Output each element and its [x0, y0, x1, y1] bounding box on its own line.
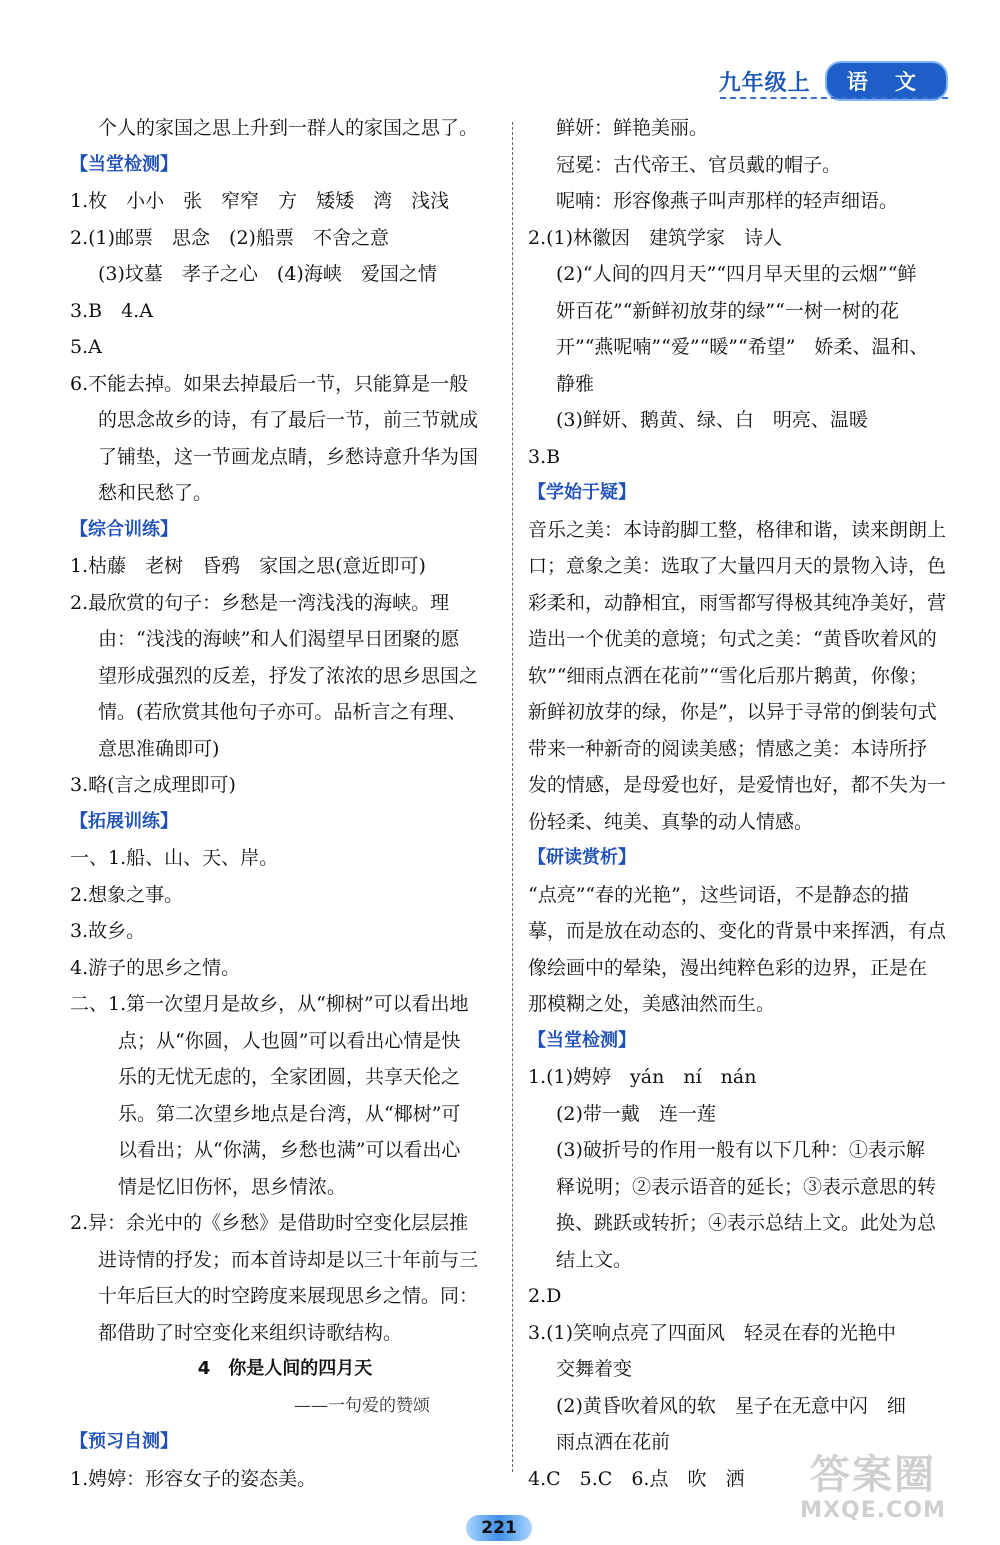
lesson-subtitle: ——一句爱的赞颂 — [294, 1395, 430, 1416]
text-line: 6.不能去掉。如果去掉最后一节，只能算是一般 — [70, 372, 469, 395]
text-line: 那模糊之处，美感油然而生。 — [528, 993, 776, 1015]
text-line: 4.游子的思乡之情。 — [70, 956, 241, 979]
text-line: 1.枚 小小 张 窄窄 方 矮矮 湾 浅浅 — [70, 190, 450, 212]
text-line: 鲜妍：鲜艳美丽。 — [556, 117, 709, 139]
text-line: 3.故乡。 — [70, 920, 146, 942]
column-divider — [512, 122, 513, 1472]
text-line: 软”“细雨点洒在花前”“雪化后那片鹅黄，你像； — [528, 664, 928, 687]
section-heading: 【学始于疑】 — [528, 482, 636, 503]
text-line: 呢喃：形容像燕子叫声那样的轻声细语。 — [556, 190, 899, 212]
text-line: 2.最欣赏的句子：乡愁是一湾浅浅的海峡。理 — [70, 591, 450, 614]
text-line: 由：“浅浅的海峡”和人们渴望早日团聚的愿 — [98, 628, 460, 650]
text-line: 2.D — [528, 1285, 562, 1307]
text-line: 进诗情的抒发；而本首诗却是以三十年前与三 — [98, 1248, 479, 1271]
text-line: 2.异：余光中的《乡愁》是借助时空变化层层推 — [70, 1212, 469, 1234]
text-line: 1.(1)娉婷 yán ní nán — [528, 1066, 757, 1088]
section-heading: 【当堂检测】 — [70, 153, 178, 175]
section-heading: 【拓展训练】 — [70, 810, 178, 832]
text-line: 3.(1)笑响点亮了四面风 轻灵在春的光艳中 — [528, 1321, 897, 1344]
text-line: 像绘画中的晕染，漫出纯粹色彩的边界，正是在 — [528, 956, 928, 979]
section-heading: 【当堂检测】 — [528, 1029, 636, 1051]
watermark-top: 答案圈 — [810, 1452, 936, 1498]
text-line: (2)带一戴 连一莲 — [556, 1102, 716, 1125]
text-line: 新鲜初放芽的绿，你是”，以异于寻常的倒装句式 — [528, 701, 937, 723]
watermark-bottom: MXQE.COM — [800, 1498, 946, 1523]
text-line: 口；意象之美：选取了大量四月天的景物入诗，色 — [528, 555, 947, 577]
text-line: 冠冕：古代帝王、官员戴的帽子。 — [556, 153, 842, 176]
text-line: 1.娉婷：形容女子的姿态美。 — [70, 1467, 317, 1490]
text-line: 摹，而是放在动态的、变化的背景中来挥洒，有点 — [528, 920, 947, 942]
section-heading: 【研读赏析】 — [528, 847, 636, 868]
text-line: 换、跳跃或转折；④表示总结上文。此处为总 — [556, 1212, 937, 1234]
text-line: 个人的家国之思上升到一群人的家国之思了。 — [98, 117, 479, 139]
text-line: 2.想象之事。 — [70, 883, 184, 906]
text-line: 份轻柔、纯美、真挚的动人情感。 — [528, 810, 814, 833]
text-line: 带来一种新奇的阅读美感；情感之美：本诗所抒 — [528, 737, 928, 760]
text-line: 乐的无忧无虑的，全家团圆，共享天伦之 — [118, 1066, 461, 1088]
text-line: (2)“人间的四月天”“四月早天里的云烟”“鲜 — [556, 263, 917, 285]
section-heading: 【综合训练】 — [70, 518, 178, 540]
header-rule — [720, 97, 948, 99]
left-column — [70, 110, 500, 1497]
text-line: (3)鲜妍、鹅黄、绿、白 明亮、温暖 — [556, 409, 868, 431]
text-line: 乐。第二次望乡地点是台湾，从“椰树”可 — [118, 1102, 461, 1125]
text-line: 愁和民愁了。 — [98, 482, 213, 504]
text-line: 2.(1)林徽因 建筑学家 诗人 — [528, 226, 783, 249]
text-line: 释说明；②表示语音的延长；③表示意思的转 — [556, 1175, 937, 1198]
text-line: 情。(若欣赏其他句子亦可。品析言之有理、 — [98, 701, 467, 723]
text-line: 都借助了时空变化来组织诗歌结构。 — [98, 1321, 403, 1344]
text-line: 的思念故乡的诗，有了最后一节，前三节就成 — [98, 409, 479, 431]
page-number: 221 — [466, 1515, 532, 1541]
text-line: 情是忆旧伤怀，思乡情浓。 — [118, 1175, 347, 1198]
text-line: 点；从“你圆，人也圆”可以看出心情是快 — [118, 1029, 461, 1052]
text-line: 望形成强烈的反差，抒发了浓浓的思乡思国之 — [98, 664, 479, 687]
text-line: 静雅 — [556, 372, 595, 395]
text-line: 十年后巨大的时空跨度来展现思乡之情。同： — [98, 1285, 479, 1307]
text-line: 发的情感，是母爱也好，是爱情也好，都不失为一 — [528, 774, 947, 796]
text-line: 4.C 5.C 6.点 吹 洒 — [528, 1467, 745, 1490]
text-line: “点亮”“春的光艳”，这些词语，不是静态的描 — [528, 883, 909, 906]
text-line: 彩柔和，动静相宜，雨雪都写得极其纯净美好，营 — [528, 591, 947, 614]
text-line: 2.(1)邮票 思念 (2)船票 不舍之意 — [70, 226, 389, 249]
section-heading: 【预习自测】 — [70, 1431, 178, 1452]
text-line: (3)坟墓 孝子之心 (4)海峡 爱国之情 — [98, 263, 437, 285]
text-line: 5.A — [70, 336, 102, 358]
text-line: 结上文。 — [556, 1248, 633, 1271]
text-line: 3.B 4.A — [70, 299, 153, 322]
text-line: 以看出；从“你满，乡愁也满”可以看出心 — [118, 1139, 461, 1161]
watermark-logo — [778, 1452, 968, 1532]
text-line: 了铺垫，这一节画龙点睛，乡愁诗意升华为国 — [98, 445, 479, 468]
text-line: 3.B — [528, 445, 561, 468]
text-line: 1.枯藤 老树 昏鸦 家国之思(意近即可) — [70, 555, 426, 577]
text-line: 交舞着变 — [556, 1358, 633, 1380]
subject-badge: 语 文 — [825, 61, 948, 101]
page-header — [719, 64, 948, 98]
text-line: 意思准确即可) — [98, 737, 220, 760]
text-line: 3.略(言之成理即可) — [70, 774, 236, 796]
text-line: 一、1.船、山、天、岸。 — [70, 847, 279, 869]
grade-label: 九年级上 — [718, 70, 811, 96]
text-line: (3)破折号的作用一般有以下几种：①表示解 — [556, 1139, 925, 1161]
text-line: 造出一个优美的意境；句式之美：“黄昏吹着风的 — [528, 628, 937, 650]
text-line: 妍百花”“新鲜初放芽的绿”“一树一树的花 — [556, 299, 899, 322]
text-line: 音乐之美：本诗韵脚工整，格律和谐，读来朗朗上 — [528, 518, 947, 541]
right-column — [528, 110, 953, 1497]
lesson-title: 4 你是人间的四月天 — [197, 1358, 373, 1379]
text-line: 雨点洒在花前 — [556, 1431, 671, 1453]
text-line: 开”“燕呢喃”“爱”“暖”“希望” 娇柔、温和、 — [556, 336, 929, 358]
text-line: (2)黄昏吹着风的软 星子在无意中闪 细 — [556, 1394, 906, 1417]
text-line: 二、1.第一次望月是故乡，从“柳树”可以看出地 — [70, 993, 469, 1015]
